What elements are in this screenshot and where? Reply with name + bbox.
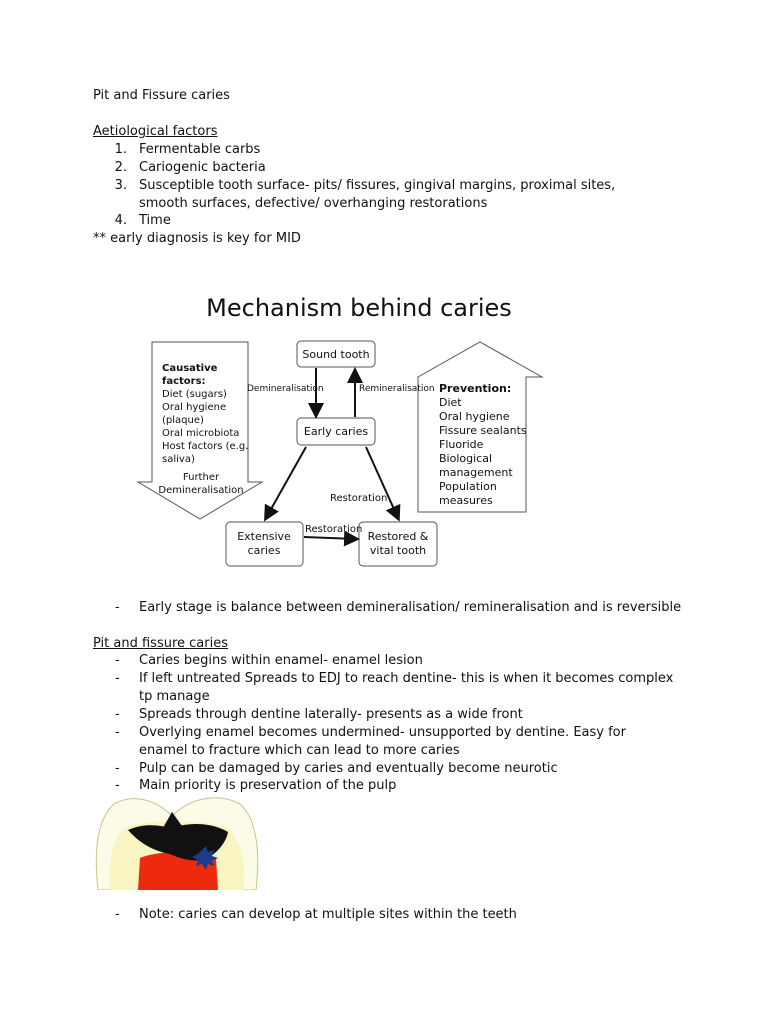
- demineralisation-label: Demineralisation: [247, 384, 324, 394]
- list-number: 4.: [114, 213, 127, 228]
- extensive-caries-label: Extensive: [237, 530, 291, 543]
- bullet-dash: -: [115, 671, 120, 686]
- causative-line: Host factors (e.g.: [162, 441, 249, 452]
- restoration-label: Restoration: [330, 493, 388, 504]
- causative-line: Oral microbiota: [162, 428, 240, 439]
- document-title: Pit and Fissure caries: [93, 88, 230, 103]
- restored-tooth-label: Restored &: [367, 530, 429, 543]
- list-number: 1.: [114, 142, 127, 157]
- bullet-dash: -: [115, 653, 120, 668]
- list-item-text: Note: caries can develop at multiple sites within the teeth: [139, 907, 517, 922]
- list-item-text: Time: [139, 213, 171, 228]
- bullet-dash: -: [115, 725, 120, 740]
- prevention-line: Fissure sealants: [439, 424, 527, 437]
- list-item-text: Pulp can be damaged by caries and eventually become neurotic: [139, 761, 558, 776]
- further-label: Further: [182, 472, 220, 483]
- extensive-caries-label: caries: [247, 544, 281, 557]
- restored-tooth-label: vital tooth: [369, 544, 427, 557]
- caries-mechanism-diagram: [120, 282, 560, 582]
- prevention-line: management: [439, 466, 513, 479]
- prevention-line: Diet: [439, 396, 462, 409]
- prevention-line: Fluoride: [439, 438, 484, 451]
- diagram-title: Mechanism behind caries: [206, 294, 512, 322]
- prevention-heading: Prevention:: [439, 382, 512, 395]
- causative-line: saliva): [162, 454, 195, 465]
- bullet-dash: -: [115, 907, 120, 922]
- prevention-line: Biological: [439, 452, 493, 465]
- list-item-text: Cariogenic bacteria: [139, 160, 266, 175]
- aetiology-heading: Aetiological factors: [93, 124, 218, 139]
- tooth-caries-illustration: [92, 794, 262, 890]
- prevention-line: measures: [439, 494, 493, 507]
- bullet-dash: -: [115, 778, 120, 793]
- bullet-dash: -: [115, 707, 120, 722]
- list-item: [93, 177, 693, 213]
- list-item-text: Caries begins within enamel- enamel lesion: [139, 653, 423, 668]
- prevention-line: Oral hygiene: [439, 410, 510, 423]
- mid-note: ** early diagnosis is key for MID: [93, 231, 301, 246]
- causative-heading: factors:: [162, 376, 206, 387]
- remineralisation-label: Remineralisation: [359, 384, 435, 394]
- causative-heading: Causative: [162, 363, 218, 374]
- causative-line: (plaque): [162, 415, 204, 426]
- further-label: Demineralisation: [158, 485, 244, 496]
- list-item-text: Overlying enamel becomes undermined- unsupported by dentine. Easy for enamel to fracture which can lead to more caries: [139, 725, 626, 758]
- bullet-dash: -: [115, 600, 120, 615]
- list-item-text: Fermentable carbs: [139, 142, 261, 157]
- list-item-text: Main priority is preservation of the pulp: [139, 778, 397, 793]
- bullet-dash: -: [115, 761, 120, 776]
- prevention-line: Population: [439, 480, 497, 493]
- list-item-text: Susceptible tooth surface- pits/ fissures, gingival margins, proximal sites, smooth surfaces, defective/ overhanging restorations: [139, 178, 616, 211]
- restoration-bottom-arrow: [304, 537, 356, 539]
- pit-fissure-heading: Pit and fissure caries: [93, 636, 228, 651]
- list-item-text: If left untreated Spreads to EDJ to reach dentine- this is when it becomes complex tp manage: [139, 671, 674, 704]
- sound-tooth-label: Sound tooth: [302, 348, 370, 361]
- early-caries-label: Early caries: [303, 425, 369, 438]
- causative-line: Diet (sugars): [162, 389, 227, 400]
- list-item-text: Spreads through dentine laterally- presents as a wide front: [139, 707, 523, 722]
- progression-arrow: [266, 447, 306, 518]
- causative-line: Oral hygiene: [162, 402, 227, 413]
- list-number: 2.: [114, 160, 127, 175]
- restoration-label: Restoration: [305, 524, 363, 535]
- list-number: 3.: [114, 178, 127, 193]
- list-item-text: Early stage is balance between demineralisation/ remineralisation and is reversible: [139, 600, 682, 615]
- restoration-arrow: [366, 447, 398, 518]
